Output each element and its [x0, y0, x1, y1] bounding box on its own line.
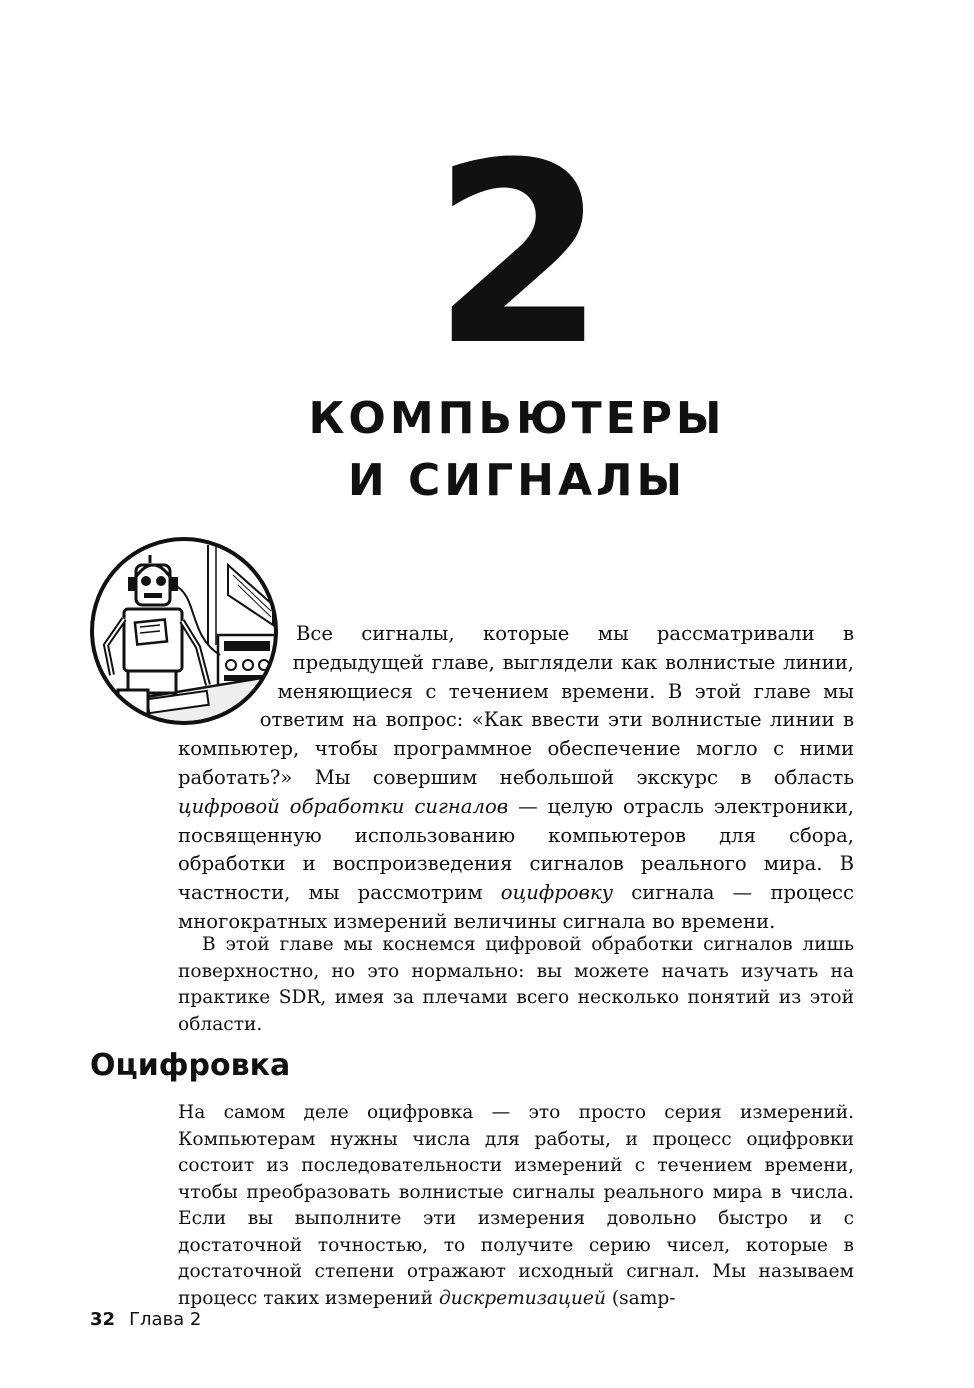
- chapter-number: 2: [432, 109, 602, 400]
- intro-term-dsp: цифровой обработки сигналов: [178, 794, 509, 818]
- section-text-b: (samp-: [605, 1287, 676, 1309]
- intro-text-a: Все сигналы, которые мы рассматривали в предыдущей главе, выглядели как волнистые линии, меняющиеся с течением времени. В этой главе мы ответим на вопрос: «Как ввести эти волнистые линии в компьютер, чтобы программное обеспечение могло с ними работать?» Мы совершим небольшой экскурс в область: [178, 622, 854, 789]
- chapter-title-line-2: И СИГНАЛЫ: [347, 455, 687, 506]
- section-term-sampling: дискретизацией: [438, 1287, 606, 1309]
- footer-chapter-label: Глава 2: [129, 1309, 202, 1330]
- intro-paragraph-2: В этой главе мы коснемся цифровой обработки сигналов лишь поверхностно, но это нормально: вы можете начать изучать на практике SDR, имея за плечами всего несколько понятий из этой области.: [178, 934, 854, 1035]
- section-text-a: На самом деле оцифровка — это просто серия измерений. Компьютерам нужны числа для работы, и процесс оцифровки состоит из последовательности измерений с течением времени, чтобы преобразовать волнистые сигналы реального мира в числа. Если вы выполните эти измерения довольно быстро и с достаточной точностью, то получите серию чисел, которые в достаточной степени отражают исходный сигнал. Мы называем процесс таких измерений: [178, 1102, 854, 1309]
- chapter-title-line-1: КОМПЬЮТЕРЫ: [308, 393, 726, 444]
- intro-term-digitization: оцифровку: [500, 881, 614, 905]
- intro-text-c: сигнала — процесс многократных измерений величины сигнала во времени.: [178, 881, 854, 933]
- section-heading: Оцифровка: [90, 1048, 291, 1083]
- section-paragraph: [178, 1100, 854, 1312]
- intro-block: [178, 620, 854, 937]
- intro-text-b: — целую отрасль электроники, посвященную использованию компьютеров для сбора, обработки и воспроизведения сигналов реального мира. В частности, мы рассмотрим: [178, 794, 855, 905]
- page-footer: [90, 1306, 201, 1334]
- chapter-title: [0, 388, 974, 512]
- page-number: 32: [90, 1309, 116, 1330]
